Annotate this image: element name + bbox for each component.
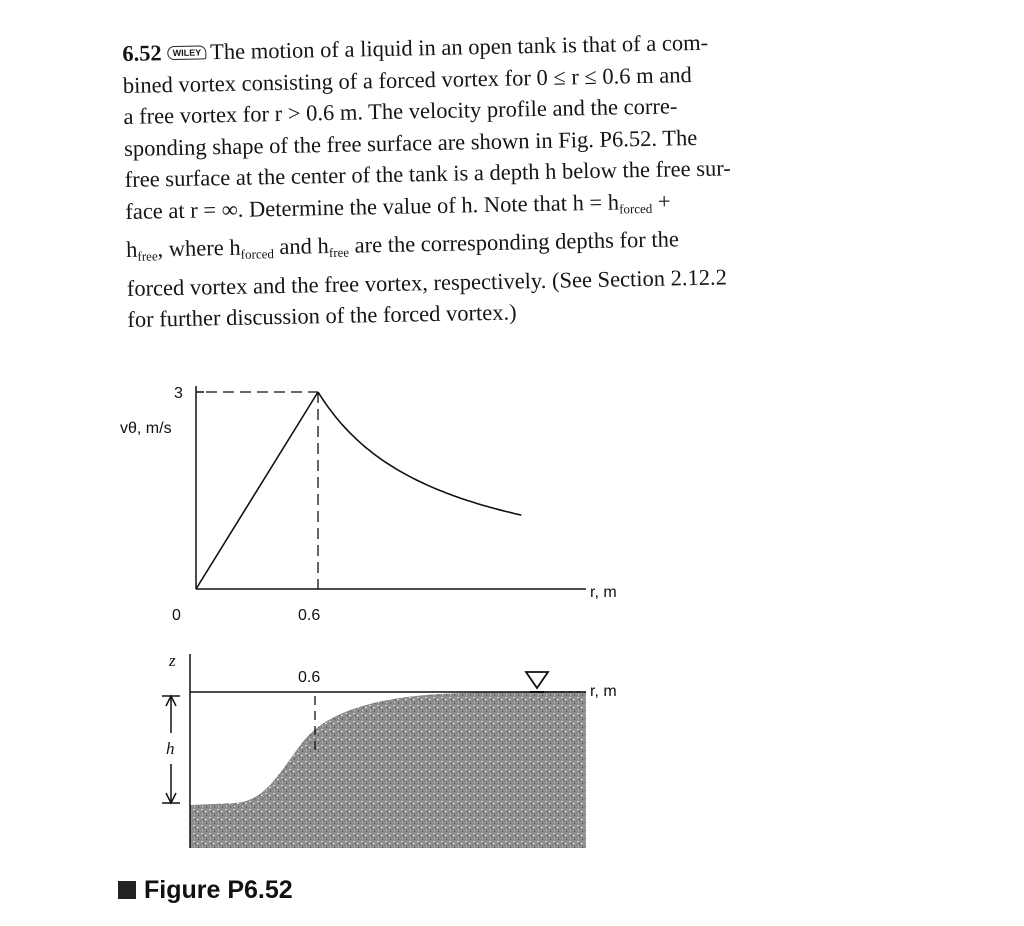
free-vortex-curve (318, 392, 521, 515)
problem-line-9: for further discussion of the forced vortex.) (127, 299, 517, 332)
figure-caption (118, 876, 293, 905)
velocity-y-tick-label-3: 3 (174, 385, 183, 402)
forced-vortex-line (196, 392, 318, 589)
wiley-badge-icon: WILEY (168, 45, 207, 60)
free-surface-triangle-icon (526, 672, 548, 688)
velocity-y-axis-label: vθ, m/s (120, 420, 172, 437)
problem-line-7: $h_{free}$, where $h_{forced}$ and $h_{free}$ are the corresponding depths for the (125, 226, 680, 264)
surface-x-tick-label-0-6: 0.6 (298, 669, 321, 686)
velocity-chart (120, 385, 617, 624)
problem-line-2: bined vortex consisting of a forced vortex for 0 ≤ r ≤ 0.6 m and (122, 61, 692, 98)
problem-line-4: sponding shape of the free surface are shown in Fig. P6.52. The (123, 124, 698, 161)
problem-number: 6.52 (122, 40, 162, 66)
surface-x-axis-label: r, m (590, 683, 617, 700)
figure-marker-icon (118, 881, 136, 899)
figure-caption-label: Figure P6.52 (144, 876, 293, 904)
z-axis-label: z (169, 651, 176, 670)
velocity-x-tick-label-0-6: 0.6 (298, 607, 321, 624)
problem-line-6: face at r = ∞. Determine the value of h. Note that $h = h_{forced}$ + (125, 188, 671, 224)
velocity-x-axis-label: r, m (590, 584, 617, 601)
surface-profile (162, 651, 617, 848)
problem-line-3: a free vortex for r > 0.6 m. The velocity profile and the corre- (123, 93, 678, 129)
velocity-x-tick-label-0: 0 (172, 607, 181, 624)
liquid-body (190, 691, 586, 848)
problem-line-8: forced vortex and the free vortex, respectively. (See Section 2.12.2 (126, 263, 728, 301)
problem-line-1: 6.52 WILEY The motion of a liquid in an open tank is that of a com- (122, 29, 709, 66)
problem-line-5: free surface at the center of the tank is a depth h below the free sur- (124, 155, 731, 192)
depth-label-h: h (166, 739, 175, 758)
